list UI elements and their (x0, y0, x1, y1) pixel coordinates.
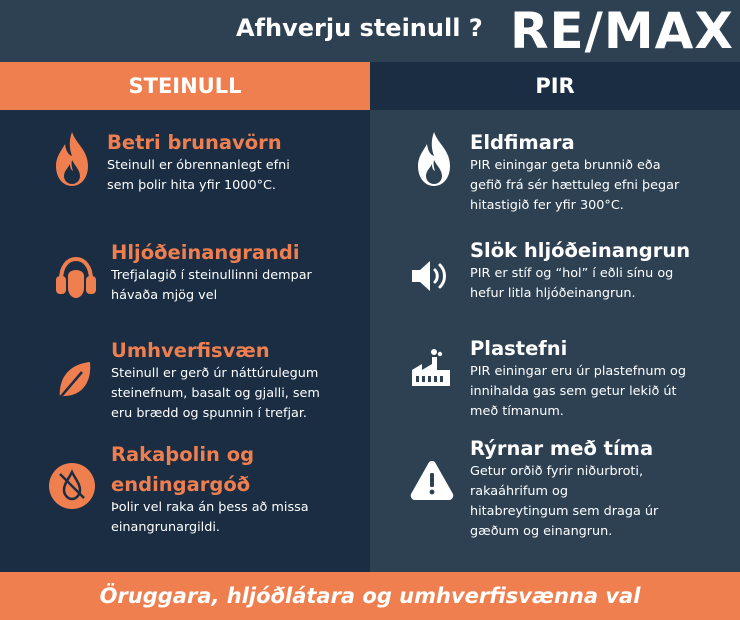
footer-tagline: Öruggara, hljóðlátara og umhverfisvænna val (99, 584, 641, 608)
desc-line: Steinull er gerð úr náttúrulegum (111, 366, 319, 381)
speaker-icon (410, 258, 450, 294)
steinull-item-desc (111, 266, 312, 306)
factory-icon (410, 348, 452, 388)
flame-icon (414, 130, 454, 188)
title-line: Rakaþolin og (111, 443, 255, 466)
steinull-item-title: Hljóðeinangrandi (111, 241, 300, 264)
title-line: endingargóð (111, 473, 251, 496)
desc-line: PIR einingar geta brunnið eða (470, 158, 661, 173)
desc-line: steinefnum, basalt og gjalli, sem (111, 386, 320, 401)
pir-item-title: Rýrnar með tíma (470, 437, 654, 460)
leaf-icon (54, 358, 94, 402)
desc-line: með tímanum. (470, 404, 564, 419)
pir-item-desc (470, 462, 658, 542)
pir-item-title: Eldfimara (470, 131, 575, 154)
desc-line: Getur orðið fyrir niðurbroti, (470, 464, 644, 479)
pir-item-desc (470, 362, 686, 422)
desc-line: Steinull er óbrennanlegt efni (107, 158, 290, 173)
steinull-item-desc (111, 498, 309, 538)
footer-banner (0, 572, 740, 620)
steinull-item-title: Umhverfisvæn (111, 339, 270, 362)
desc-line: hefur litla hljóðeinangrun. (470, 286, 636, 301)
steinull-heading (0, 62, 370, 110)
steinull-item-desc (107, 156, 290, 196)
header (0, 0, 740, 62)
desc-line: gefið frá sér hættuleg efni þegar (470, 178, 680, 193)
desc-line: hitastigið fer yfir 300°C. (470, 198, 624, 213)
remax-logo: RE/MAX (510, 2, 734, 60)
steinull-column (0, 110, 370, 572)
desc-line: hávaða mjög vel (111, 288, 218, 303)
desc-line: eru brædd og spunnin í trefjar. (111, 406, 308, 421)
desc-line: innihalda gas sem getur lekið út (470, 384, 677, 399)
desc-line: PIR einingar eru úr plastefnum og (470, 364, 686, 379)
steinull-item-title (111, 442, 254, 498)
pir-heading-label: PIR (535, 74, 575, 98)
pir-item-desc (470, 156, 679, 216)
desc-line: Trefjalagið í steinullinni dempar (111, 268, 312, 283)
desc-line: hitabreytingum sem draga úr (470, 504, 659, 519)
steinull-item-desc (111, 364, 320, 424)
flame-icon (52, 130, 92, 188)
desc-line: Þolir vel raka án þess að missa (111, 500, 309, 515)
pir-column (370, 110, 740, 572)
steinull-item-title: Betri brunavörn (107, 131, 282, 154)
desc-line: PIR er stíf og “hol” í eðli sínu og (470, 266, 674, 281)
desc-line: gæðum og einangrun. (470, 524, 613, 539)
desc-line: sem þolir hita yfir 1000°C. (107, 178, 276, 193)
pir-item-desc (470, 264, 673, 304)
no-water-drop-icon (48, 462, 96, 510)
warning-icon (408, 458, 456, 502)
steinull-heading-label: STEINULL (128, 74, 242, 98)
pir-item-title: Slök hljóðeinangrun (470, 239, 691, 262)
desc-line: rakaáhrifum og (470, 484, 569, 499)
desc-line: einangrunargildi. (111, 520, 220, 535)
ear-protection-icon (54, 256, 98, 300)
pir-item-title: Plastefni (470, 337, 568, 360)
pir-heading (370, 62, 740, 110)
page-title: Afhverju steinull ? (236, 14, 483, 42)
